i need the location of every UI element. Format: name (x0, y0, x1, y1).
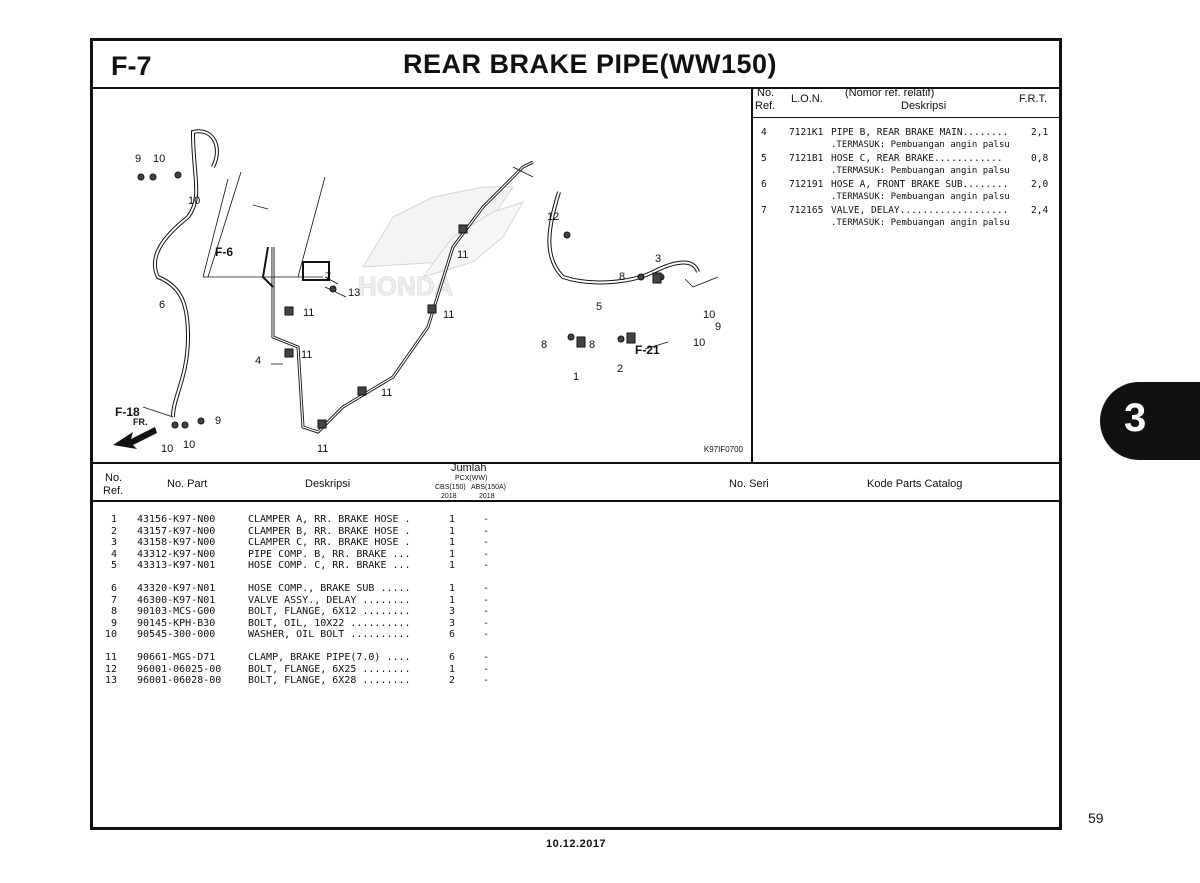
cell-qty: 1 (449, 525, 456, 537)
header-jumlah: Jumlah (451, 462, 487, 474)
cell-qty: 6 (449, 651, 456, 663)
cell-qty: - (483, 548, 490, 560)
table-row (93, 583, 543, 595)
cell-qty: 1 (449, 582, 456, 594)
cell-no: 2 (111, 525, 118, 537)
ref-note: .TERMASUK: Pembuangan angin palsu (831, 140, 1010, 150)
cell-qty: - (483, 582, 490, 594)
table-row (93, 675, 543, 687)
watermark-text: HONDA (358, 271, 454, 301)
cell-part: 43158-K97-N00 (137, 537, 216, 549)
ref-note: .TERMASUK: Pembuangan angin palsu (831, 166, 1010, 176)
header-model: PCX(WW) (455, 475, 488, 482)
header-kode: Kode Parts Catalog (867, 478, 963, 490)
cell-desc: CLAMPER B, RR. BRAKE HOSE . (248, 525, 411, 537)
cell-no: 13 (105, 675, 118, 687)
cell-part: 90661-MGS-D71 (137, 651, 216, 663)
cell-desc: PIPE COMP. B, RR. BRAKE ... (248, 548, 411, 560)
cell-qty: - (483, 629, 490, 641)
reference-rows (753, 127, 1059, 231)
callout: 12 (547, 211, 560, 223)
ref-frt: 2,0 (1031, 179, 1049, 190)
callout: 11 (301, 349, 313, 361)
ref-frt: 0,8 (1031, 153, 1049, 164)
ref-desc: HOSE C, REAR BRAKE............ (831, 153, 1003, 164)
cell-part: 96001-06025-00 (137, 663, 222, 675)
cell-part: 90545-300-000 (137, 629, 216, 641)
callout: 10 (188, 195, 201, 207)
table-row (93, 514, 543, 526)
callout: 11 (381, 387, 393, 399)
callout: 6 (159, 299, 166, 311)
cell-qty: - (483, 651, 490, 663)
cell-part: 43156-K97-N00 (137, 514, 216, 525)
cell-desc: CLAMP, BRAKE PIPE(7.0) .... (248, 651, 411, 663)
table-row (93, 606, 543, 618)
exploded-diagram (93, 87, 753, 462)
reference-row (753, 179, 1059, 205)
hose-c-rear-brake (549, 192, 698, 282)
cell-no: 7 (111, 594, 118, 606)
cell-qty: - (483, 525, 490, 537)
cell-no: 8 (111, 606, 118, 618)
callout: 5 (596, 301, 603, 313)
header-seri: No. Seri (729, 478, 769, 490)
callout: 11 (457, 249, 469, 261)
ref-no: 5 (761, 153, 767, 164)
cell-part: 43157-K97-N00 (137, 525, 216, 537)
callout: 2 (617, 363, 624, 375)
header-frt: F.R.T. (1019, 93, 1048, 105)
cell-qty: 6 (449, 629, 456, 641)
cell-no: 1 (111, 514, 118, 525)
ref-lon: 712191 (789, 179, 824, 190)
ref-no: 7 (761, 205, 767, 216)
callout: 10 (703, 309, 716, 321)
callout: 8 (619, 271, 626, 283)
cell-no: 10 (105, 629, 118, 641)
callout: 3 (655, 253, 662, 265)
callout: 11 (443, 309, 455, 321)
reference-row (753, 127, 1059, 153)
callout: 10 (153, 153, 166, 165)
reference-table-header (753, 87, 1059, 118)
section-tab-number: 3 (1124, 396, 1147, 440)
section-tab (1100, 382, 1200, 460)
callout: 10 (183, 439, 196, 451)
header-lon: L.O.N. (791, 93, 823, 105)
cell-no: 4 (111, 548, 118, 560)
callout: 4 (255, 355, 262, 367)
cell-qty: - (483, 663, 490, 675)
callout: 11 (317, 443, 329, 455)
cell-part: 96001-06028-00 (137, 675, 222, 687)
cell-desc: HOSE COMP., BRAKE SUB ..... (248, 582, 411, 594)
ref-frt: 2,1 (1031, 127, 1049, 138)
ref-note: .TERMASUK: Pembuangan angin palsu (831, 192, 1010, 202)
cell-qty: - (483, 617, 490, 629)
cell-no: 5 (111, 560, 118, 572)
page-title: REAR BRAKE PIPE(WW150) (403, 49, 778, 79)
cell-qty: - (483, 514, 490, 525)
page-frame (90, 38, 1062, 830)
cell-qty: 1 (449, 594, 456, 606)
callout: 9 (135, 153, 142, 165)
header (93, 41, 1059, 89)
callout-ref: F-6 (215, 245, 233, 259)
cell-qty: 1 (449, 548, 456, 560)
cell-desc: CLAMPER A, RR. BRAKE HOSE . (248, 514, 411, 525)
cell-no: 12 (105, 663, 118, 675)
cell-desc: VALVE ASSY., DELAY ........ (248, 594, 411, 606)
header-part: No. Part (167, 478, 208, 490)
table-row (93, 629, 543, 641)
section-code: F-7 (111, 51, 152, 81)
page-number: 59 (1088, 810, 1104, 826)
cell-desc: HOSE COMP. C, RR. BRAKE ... (248, 560, 411, 572)
cell-part: 90103-MCS-G00 (137, 606, 216, 618)
print-date: 10.12.2017 (546, 838, 607, 850)
cell-part: 46300-K97-N01 (137, 594, 216, 606)
callout: 13 (348, 287, 361, 299)
ref-desc: HOSE A, FRONT BRAKE SUB........ (831, 179, 1009, 190)
cell-qty: - (483, 594, 490, 606)
ref-desc: VALVE, DELAY................... (831, 205, 1009, 216)
cell-qty: 1 (449, 537, 456, 549)
callout: 11 (303, 307, 315, 319)
reference-row (753, 153, 1059, 179)
fr-arrow (113, 427, 157, 449)
header-year: 2018 (479, 493, 495, 500)
reference-table (753, 87, 1059, 462)
header-deskripsi: Deskripsi (305, 478, 351, 490)
ref-lon: 7121B1 (789, 153, 824, 164)
header-abs: ABS(150A) (471, 484, 507, 491)
cell-no: 9 (111, 617, 118, 629)
callout: 9 (715, 321, 722, 333)
diagram-drawing (93, 87, 751, 462)
parts-table-header (93, 462, 1059, 502)
ref-note: .TERMASUK: Pembuangan angin palsu (831, 218, 1010, 228)
table-row (93, 526, 543, 538)
hose-a-front-brake-sub (155, 131, 217, 417)
reference-row (753, 205, 1059, 231)
header-cbs: CBS(150) (435, 484, 466, 491)
header-no: No. (757, 87, 775, 99)
table-row (93, 549, 543, 561)
table-row (93, 595, 543, 607)
cell-no: 3 (111, 537, 118, 549)
callout: 10 (693, 337, 706, 349)
callout-ref: F-21 (635, 343, 660, 357)
callout: 7 (325, 271, 332, 283)
callout: 1 (573, 371, 580, 383)
cell-no: 6 (111, 582, 118, 594)
header-deskripsi: Deskripsi (901, 100, 947, 112)
table-row (93, 618, 543, 630)
cell-no: 11 (105, 651, 118, 663)
table-row (93, 537, 543, 549)
cell-part: 43320-K97-N01 (137, 582, 216, 594)
callout-fr: FR. (133, 417, 148, 427)
header-ref: Ref. (103, 485, 124, 497)
ref-no: 6 (761, 179, 767, 190)
cell-desc: BOLT, OIL, 10X22 .......... (248, 617, 411, 629)
callout: 10 (161, 443, 174, 455)
cell-desc: BOLT, FLANGE, 6X25 ........ (248, 663, 411, 675)
cell-part: 43313-K97-N01 (137, 560, 216, 572)
header-ref: Ref. (755, 100, 776, 112)
cell-desc: CLAMPER C, RR. BRAKE HOSE . (248, 537, 411, 549)
cell-qty: - (483, 675, 490, 687)
ref-lon: 712165 (789, 205, 824, 216)
callout: 9 (215, 415, 222, 427)
cell-qty: - (483, 606, 490, 618)
cell-qty: 1 (449, 560, 456, 572)
ref-desc: PIPE B, REAR BRAKE MAIN........ (831, 127, 1009, 138)
table-row (93, 652, 543, 664)
header-year: 2018 (441, 493, 457, 500)
cell-part: 90145-KPH-B30 (137, 617, 216, 629)
ref-no: 4 (761, 127, 767, 138)
cell-qty: 1 (449, 663, 456, 675)
cell-qty: - (483, 560, 490, 572)
callout: 8 (541, 339, 548, 351)
cell-desc: BOLT, FLANGE, 6X12 ........ (248, 606, 411, 618)
cell-desc: BOLT, FLANGE, 6X28 ........ (248, 675, 411, 687)
ref-lon: 7121K1 (789, 127, 824, 138)
cell-part: 43312-K97-N00 (137, 548, 216, 560)
table-row (93, 560, 543, 572)
cell-qty: 2 (449, 675, 456, 687)
ref-frt: 2,4 (1031, 205, 1049, 216)
cell-qty: - (483, 537, 490, 549)
cell-qty: 3 (449, 617, 456, 629)
figure-code: K97IF0700 (703, 445, 743, 454)
cell-qty: 3 (449, 606, 456, 618)
table-row (93, 664, 543, 676)
cell-desc: WASHER, OIL BOLT .......... (248, 629, 411, 641)
callout: 8 (589, 339, 596, 351)
header-no: No. (105, 472, 123, 484)
header-nomor: (Nomor ref. relatif) (845, 87, 935, 99)
cell-qty: 1 (449, 514, 456, 525)
parts-list (93, 514, 543, 687)
callout-ref: F-18 (115, 405, 140, 419)
